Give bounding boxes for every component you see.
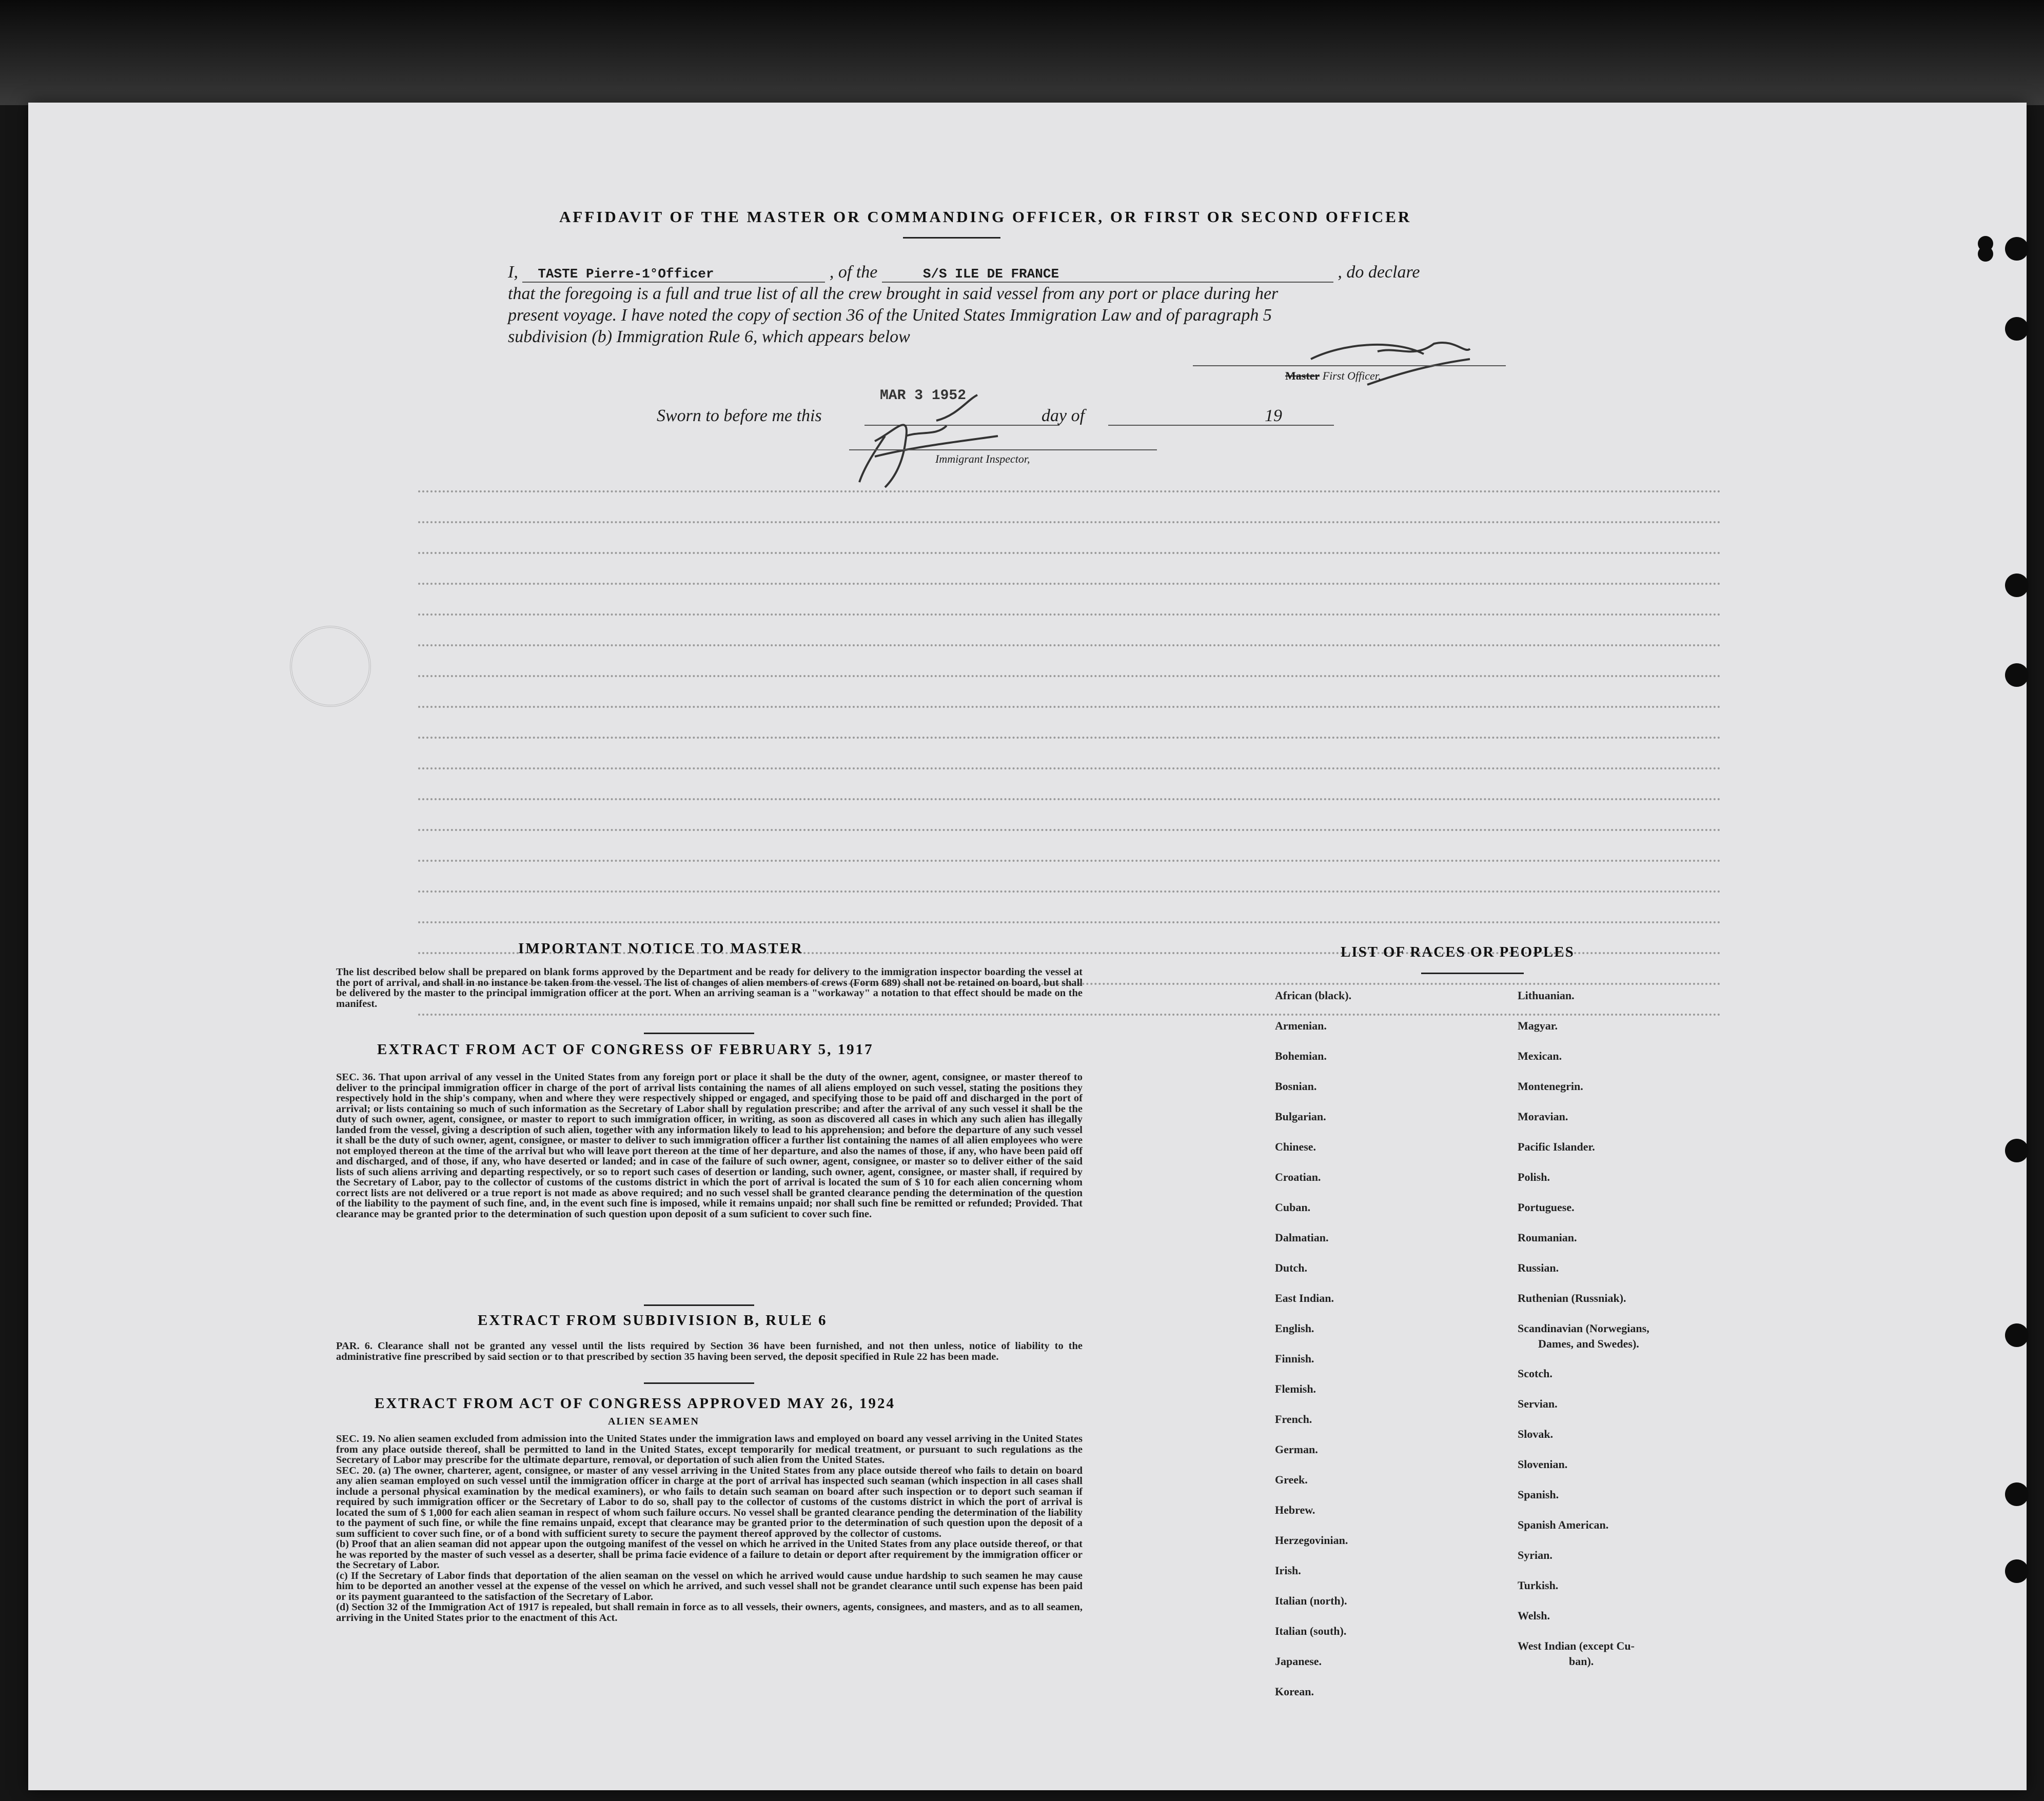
race-item: Dames, and Swedes).	[1538, 1337, 1639, 1350]
race-item: Flemish.	[1275, 1382, 1316, 1395]
bleed-through-row	[418, 706, 1721, 708]
label-i: I,	[508, 263, 518, 282]
sec-20c-text: (c) If the Secretary of Labor finds that deportation of the alien seaman on the vessel on which he arrived would cause undue hardship to such seamen he may cause him to be deported an another vessel at the expense of the vessel on which he arrived, and such vessel shall not be grandet clearance until such expense has been paid or its payment guaranteed to the satisfaction of the Secretary of Labor.	[336, 1570, 1083, 1602]
race-item: Hebrew.	[1275, 1503, 1315, 1516]
race-item: Bulgarian.	[1275, 1110, 1326, 1123]
race-item: Bosnian.	[1275, 1080, 1317, 1093]
inspector-signature	[844, 380, 1029, 492]
punch-hole	[2005, 573, 2029, 597]
race-item: Welsh.	[1518, 1609, 1550, 1622]
race-item: Magyar.	[1518, 1019, 1558, 1032]
race-item: English.	[1275, 1322, 1314, 1335]
label-of-the: , of the	[829, 263, 878, 282]
bleed-through-row	[418, 490, 1721, 492]
punch-hole	[2005, 1323, 2029, 1347]
punch-hole	[1978, 246, 1993, 262]
race-item: Polish.	[1518, 1171, 1550, 1183]
punch-hole	[2005, 663, 2029, 687]
section-divider	[644, 1382, 754, 1384]
extract-rule6-text: PAR. 6. Clearance shall not be granted any vessel until the lists required by Section 36 have been furnished, and not then unless, notice of liability to the administrative fine prescribed by said section or to that prescribed by section 35 having been served, the deposit specified in Rule 22 has been made.	[336, 1340, 1083, 1362]
race-item: Croatian.	[1275, 1171, 1321, 1183]
race-item: Scotch.	[1518, 1367, 1552, 1380]
bleed-through-row	[418, 613, 1721, 616]
race-item: Portuguese.	[1518, 1201, 1575, 1214]
races-left-column	[1275, 989, 1490, 1715]
faint-seal-stamp	[290, 626, 371, 707]
race-item: Mexican.	[1518, 1050, 1562, 1062]
sworn-label: Sworn to before me this	[657, 406, 822, 425]
affidavit-line-3: present voyage. I have noted the copy of section 36 of the United States Immigration Law and of paragraph 5	[508, 306, 1272, 325]
races-right-column	[1518, 989, 1754, 1685]
extract-1917-title: EXTRACT FROM ACT OF CONGRESS OF FEBRUARY 5, 1917	[377, 1041, 874, 1058]
race-item: French.	[1275, 1413, 1312, 1426]
extract-1924-title: EXTRACT FROM ACT OF CONGRESS APPROVED MAY 26, 1924	[375, 1395, 895, 1412]
scanner-background	[0, 0, 2044, 105]
punch-hole	[2005, 237, 2029, 261]
punch-hole	[2005, 1482, 2029, 1506]
sec-19-text: SEC. 19. No alien seamen excluded from admission into the United States under the immigration laws and employed on board any vessel arriving in the United States from any place outside thereof, shall be permitted to land in the United States, except temporarily for medical treatment, or pursuant to such regulations as the Secretary of Labor may prescribe for the ultimate departure, removal, or deportation of such alien from the United States.	[336, 1433, 1083, 1466]
year-label: 19	[1265, 406, 1282, 425]
race-item: Syrian.	[1518, 1549, 1552, 1561]
race-item: Lithuanian.	[1518, 989, 1575, 1002]
bleed-through-row	[418, 890, 1721, 893]
race-item: Korean.	[1275, 1685, 1314, 1698]
extract-rule6-title: EXTRACT FROM SUBDIVISION B, RULE 6	[478, 1312, 828, 1329]
race-item: Irish.	[1275, 1564, 1301, 1577]
date-stamp: MAR 3 1952	[880, 388, 967, 404]
label-do-declare: , do declare	[1338, 263, 1420, 282]
bleed-through-row	[418, 521, 1721, 523]
bleed-through-row	[418, 798, 1721, 800]
race-item: Dutch.	[1275, 1261, 1307, 1274]
race-item: Servian.	[1518, 1397, 1558, 1410]
race-item: Italian (south).	[1275, 1625, 1347, 1637]
section-divider	[644, 1033, 754, 1034]
title-underline	[903, 237, 1000, 239]
punch-hole	[2005, 317, 2029, 341]
races-title: LIST OF RACES OR PEOPLES	[1341, 944, 1575, 960]
document-page	[28, 103, 2027, 1790]
race-item: Montenegrin.	[1518, 1080, 1583, 1093]
race-item: Armenian.	[1275, 1019, 1327, 1032]
race-item: Dalmatian.	[1275, 1231, 1329, 1244]
race-item: Slovenian.	[1518, 1458, 1568, 1471]
struck-master-label: Master	[1285, 369, 1320, 382]
bleed-through-row	[418, 860, 1721, 862]
race-item: Greek.	[1275, 1473, 1308, 1486]
bleed-through-row	[418, 644, 1721, 646]
section-divider	[644, 1304, 754, 1306]
month-line	[1108, 425, 1334, 426]
affidavit-line-2: that the foregoing is a full and true list of all the crew brought in said vessel from any port or place during her	[508, 284, 1279, 303]
race-item: Herzegovinian.	[1275, 1534, 1348, 1547]
race-item: Roumanian.	[1518, 1231, 1577, 1244]
bleed-through-row	[418, 767, 1721, 769]
bleed-through-row	[418, 552, 1721, 554]
races-title-underline	[1421, 973, 1524, 974]
race-item: Russian.	[1518, 1261, 1559, 1274]
extract-1924-subtitle: ALIEN SEAMEN	[608, 1416, 699, 1427]
notice-text: The list described below shall be prepared on blank forms approved by the Department and be ready for delivery to the immigration inspector boarding the vessel at the port of arrival, and shall in no instance be taken from the vessel. The list of changes of alien members of crews (Form 689) shall not be retained on board, but shall be delivered by the master to the principal immigration officer at the port. When an arriving seaman is a "workaway" a notation to that effect should be made on the manifest.	[336, 966, 1083, 1010]
officer-signature-line	[1193, 365, 1506, 366]
extract-1924-text	[336, 1434, 1083, 1623]
affidavit-line-4: subdivision (b) Immigration Rule 6, which appears below	[508, 327, 910, 346]
race-item: ban).	[1569, 1655, 1594, 1668]
inspector-caption: Immigrant Inspector,	[935, 452, 1030, 465]
race-item: Spanish.	[1518, 1488, 1559, 1501]
vessel-name-field: S/S ILE DE FRANCE	[882, 266, 1333, 283]
race-item: Spanish American.	[1518, 1518, 1609, 1531]
race-item: Finnish.	[1275, 1352, 1314, 1365]
race-item: Moravian.	[1518, 1110, 1568, 1123]
race-item: Chinese.	[1275, 1140, 1316, 1153]
race-item: Scandinavian (Norwegians,	[1518, 1322, 1649, 1335]
first-officer-label: First Officer,	[1322, 369, 1381, 382]
bleed-through-row	[418, 675, 1721, 677]
extract-1917-text: SEC. 36. That upon arrival of any vessel in the United States from any foreign port or place it shall be the duty of the owner, agent, consignee, or master thereof to deliver to the principal immigration officer in charge of the port of arrival lists containing the names of all aliens employed on such vessel, stating the positions they respectively hold in the ship's company, when and where they were respectively shipped or engaged, and specifying those to be paid off and discharged in the port of arrival; or lists containing so much of such information as the Secretary of Labor shall by regulation prescribe; and after the arrival of any such vessel it shall be the duty of such owner, agent, consignee, or master to report to such immigration officer, in writing, as soon as discovered all cases in which any such alien has illegally landed from the vessel, giving a description of such alien, together with any information likely to lead to his apprehension; and before the departure of any such vessel it shall be the duty of such owner, agent, consignee, or master to deliver to such immigration officer a further list containing the names of all alien employees who were not employed thereon at the time of the arrival but who will leave port thereon at the time of her departure, and also the names of those, if any, who have been paid off and discharged, and of those, if any, who have deserted or landed; and in case of the failure of such owner, agent, consignee, or master so to deliver either of the said lists of such aliens arriving and departing respectively, or so to report such cases of desertion or landing, such owner, agent, consignee, or master shall, if required by the Secretary of Labor, pay to the collector of customs of the customs district in which the port of arrival is located the sum of $ 10 for each alien concerning whom correct lists are not delivered or a true report is not made as above required; and no such vessel shall be granted clearance pending the determination of the question of the liability to the payment of such fine, and, in the event such fine is imposed, while it remains unpaid; nor shall such fine be remitted or refunded; Provided. That clearance may be granted prior to the determination of such question upon deposit of a sum suficient to cover such fine.	[336, 1072, 1083, 1220]
punch-hole	[2005, 1139, 2029, 1162]
race-item: Ruthenian (Russniak).	[1518, 1292, 1626, 1304]
inspector-signature-line	[849, 449, 1157, 450]
race-item: African (black).	[1275, 989, 1352, 1002]
sec-20d-text: (d) Section 32 of the Immigration Act of 1917 is repealed, but shall remain in force as to all vessels, their owners, agents, consignees, and masters, and as to all seamen, arriving in the United States prior to the enactment of this Act.	[336, 1601, 1083, 1624]
race-item: Japanese.	[1275, 1655, 1322, 1668]
race-item: Pacific Islander.	[1518, 1140, 1595, 1153]
day-of-label: day of	[1041, 406, 1085, 425]
bleed-through-row	[418, 737, 1721, 739]
sec-20a-text: SEC. 20. (a) The owner, charterer, agent, consignee, or master of any vessel arriving in the United States from any place outside thereof who fails to detain on board any alien seaman employed on such vessel until the immigration officer in charge at the port of arrival has inspected such seaman (which inspection in all cases shall include a personal physical examination by the medical examiners), or who fails to detain such seaman on board after such inspection or to deport such seaman if required by such immigration officer or the Secretary of Labor to do so, shall pay to the collector of customs of the customs district in which the port of arrival is located the sum of $ 1,000 for each alien seaman in respect of whom such failure occurs. No vessel shall be granted clearance pending the determination of the liability to the payment of such fine, or while the fine remains unpaid, except that clearance may be granted prior to the determination of such question upon the deposit of a sum sufficient to cover such fine, or of a bond with sufficient surety to secure the payment thereof approved by the collector of customs.	[336, 1464, 1083, 1539]
affidavit-line-1	[508, 263, 1565, 283]
officer-name-field: TASTE Pierre-1°Officer	[522, 266, 825, 283]
affidavit-title: AFFIDAVIT OF THE MASTER OR COMMANDING OFFICER, OR FIRST OR SECOND OFFICER	[559, 208, 1412, 226]
race-item: West Indian (except Cu-	[1518, 1639, 1635, 1652]
bleed-through-row	[418, 921, 1721, 923]
race-item: East Indian.	[1275, 1292, 1334, 1304]
punch-hole	[2005, 1559, 2029, 1583]
race-item: Cuban.	[1275, 1201, 1311, 1214]
bleed-through-row	[418, 583, 1721, 585]
bleed-through-row	[418, 829, 1721, 831]
race-item: Slovak.	[1518, 1428, 1554, 1440]
sec-20b-text: (b) Proof that an alien seaman did not appear upon the outgoing manifest of the vessel on which he arrived in the United States from any place outside thereof, or that he was reported by the master of such vessel as a deserter, shall be prima facie evidence of a failure to detain or deport after requirement by the immigration officer or the Secretary of Labor.	[336, 1538, 1083, 1571]
race-item: Turkish.	[1518, 1579, 1559, 1592]
officer-caption	[1285, 369, 1381, 383]
race-item: Italian (north).	[1275, 1594, 1347, 1607]
race-item: German.	[1275, 1443, 1318, 1456]
notice-title: IMPORTANT NOTICE TO MASTER	[518, 940, 803, 957]
race-item: Bohemian.	[1275, 1050, 1327, 1062]
